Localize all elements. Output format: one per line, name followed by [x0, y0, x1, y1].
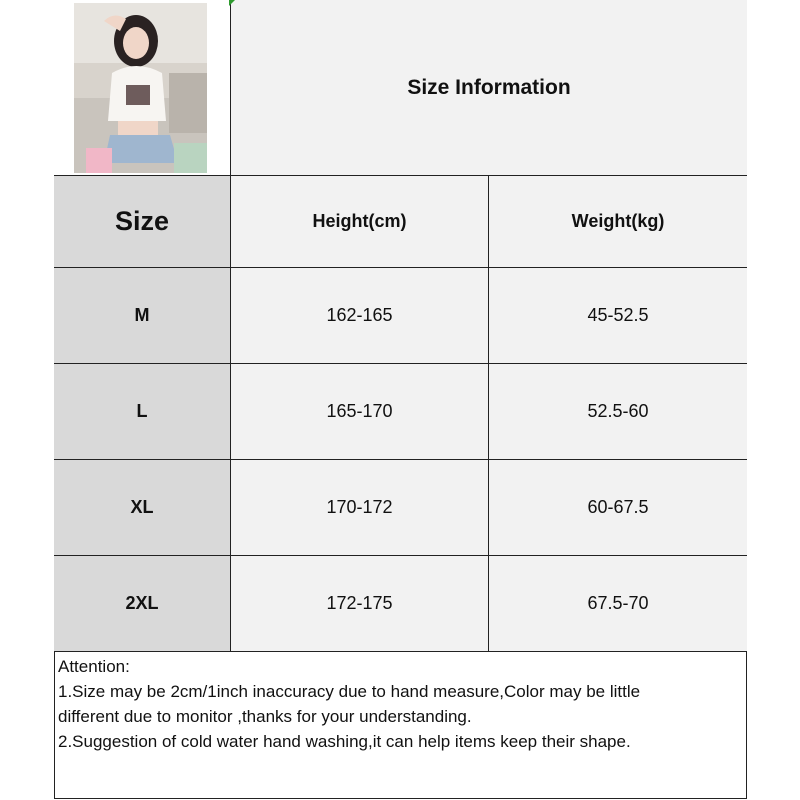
header-height: Height(cm) [231, 176, 489, 267]
table-row [54, 364, 747, 460]
size-cell: 2XL [54, 556, 231, 651]
title-cell [231, 0, 747, 176]
cell-corner-mark [229, 0, 235, 6]
table-row [54, 460, 747, 556]
weight-cell: 60-67.5 [489, 460, 747, 555]
header-size: Size [54, 176, 231, 267]
weight-cell: 52.5-60 [489, 364, 747, 459]
attention-notes [54, 652, 747, 799]
notes-heading: Attention: [58, 657, 130, 676]
product-photo-cell [54, 0, 231, 176]
size-cell: XL [54, 460, 231, 555]
table-row [54, 556, 747, 652]
product-photo [74, 3, 207, 173]
height-cell: 170-172 [231, 460, 489, 555]
table-row [54, 268, 747, 364]
height-cell: 165-170 [231, 364, 489, 459]
header-weight: Weight(kg) [489, 176, 747, 267]
size-cell: L [54, 364, 231, 459]
table-header-row [54, 176, 747, 268]
note-line-1a: 1.Size may be 2cm/1inch inaccuracy due to hand measure,Color may be little [58, 682, 641, 701]
height-cell: 162-165 [231, 268, 489, 363]
size-cell: M [54, 268, 231, 363]
page-title: Size Information [407, 75, 571, 99]
height-cell: 172-175 [231, 556, 489, 651]
weight-cell: 45-52.5 [489, 268, 747, 363]
weight-cell: 67.5-70 [489, 556, 747, 651]
note-line-1b: different due to monitor ,thanks for your understanding. [58, 707, 472, 726]
note-line-2: 2.Suggestion of cold water hand washing,it can help items keep their shape. [58, 732, 631, 751]
